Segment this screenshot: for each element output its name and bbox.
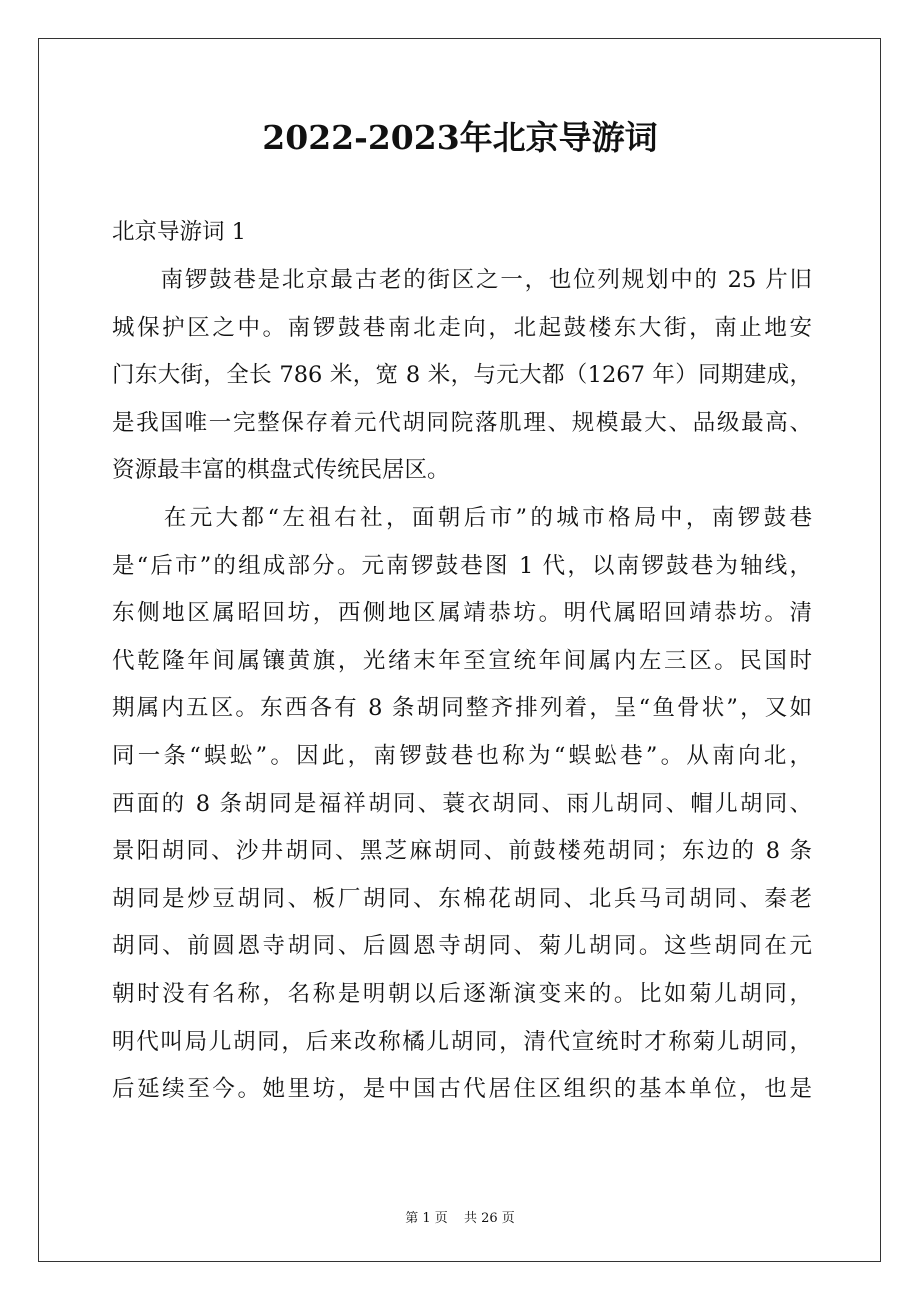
- section-heading: 北京导游词 1: [112, 219, 246, 245]
- paragraph-line: 南锣鼓巷是北京最古老的街区之一，也位列规划中的 25 片旧: [112, 267, 812, 293]
- paragraph-line: 城保护区之中。南锣鼓巷南北走向，北起鼓楼东大街，南止地安: [112, 315, 812, 341]
- paragraph-line: 代乾隆年间属镶黄旗，光绪末年至宣统年间属内左三区。民国时: [112, 648, 812, 674]
- page-number: 第 1 页: [405, 1211, 448, 1226]
- paragraph-line: 是我国唯一完整保存着元代胡同院落肌理、规模最大、品级最高、: [112, 410, 812, 436]
- paragraph-line: 是“后市”的组成部分。元南锣鼓巷图 1 代，以南锣鼓巷为轴线，: [112, 553, 812, 579]
- page-total: 共 26 页: [463, 1211, 515, 1226]
- paragraph-line: 在元大都“左祖右社，面朝后市”的城市格局中，南锣鼓巷: [112, 505, 812, 531]
- page-footer: [0, 1207, 920, 1226]
- paragraph-line: 东侧地区属昭回坊，西侧地区属靖恭坊。明代属昭回靖恭坊。清: [112, 600, 812, 626]
- paragraph-line: 资源最丰富的棋盘式传统民居区。: [112, 457, 450, 483]
- paragraph-line: 门东大街，全长 786 米，宽 8 米，与元大都（1267 年）同期建成，: [112, 362, 812, 388]
- paragraph-line: 胡同、前圆恩寺胡同、后圆恩寺胡同、菊儿胡同。这些胡同在元: [112, 933, 812, 959]
- paragraph-line: 期属内五区。东西各有 8 条胡同整齐排列着，呈“鱼骨状”，又如: [112, 695, 812, 721]
- document-title: 2022-2023年北京导游词: [262, 118, 658, 157]
- paragraph-line: 同一条“蜈蚣”。因此，南锣鼓巷也称为“蜈蚣巷”。从南向北，: [112, 743, 812, 769]
- paragraph-line: 明代叫局儿胡同，后来改称橘儿胡同，清代宣统时才称菊儿胡同，: [112, 1029, 812, 1055]
- paragraph-line: 朝时没有名称，名称是明朝以后逐渐演变来的。比如菊儿胡同，: [112, 981, 812, 1007]
- paragraph-line: 后延续至今。她里坊，是中国古代居住区组织的基本单位，也是: [112, 1076, 812, 1102]
- paragraph-line: 胡同是炒豆胡同、板厂胡同、东棉花胡同、北兵马司胡同、秦老: [112, 886, 812, 912]
- paragraph-line: 景阳胡同、沙井胡同、黑芝麻胡同、前鼓楼苑胡同；东边的 8 条: [112, 838, 812, 864]
- paragraph-line: 西面的 8 条胡同是福祥胡同、蓑衣胡同、雨儿胡同、帽儿胡同、: [112, 791, 812, 817]
